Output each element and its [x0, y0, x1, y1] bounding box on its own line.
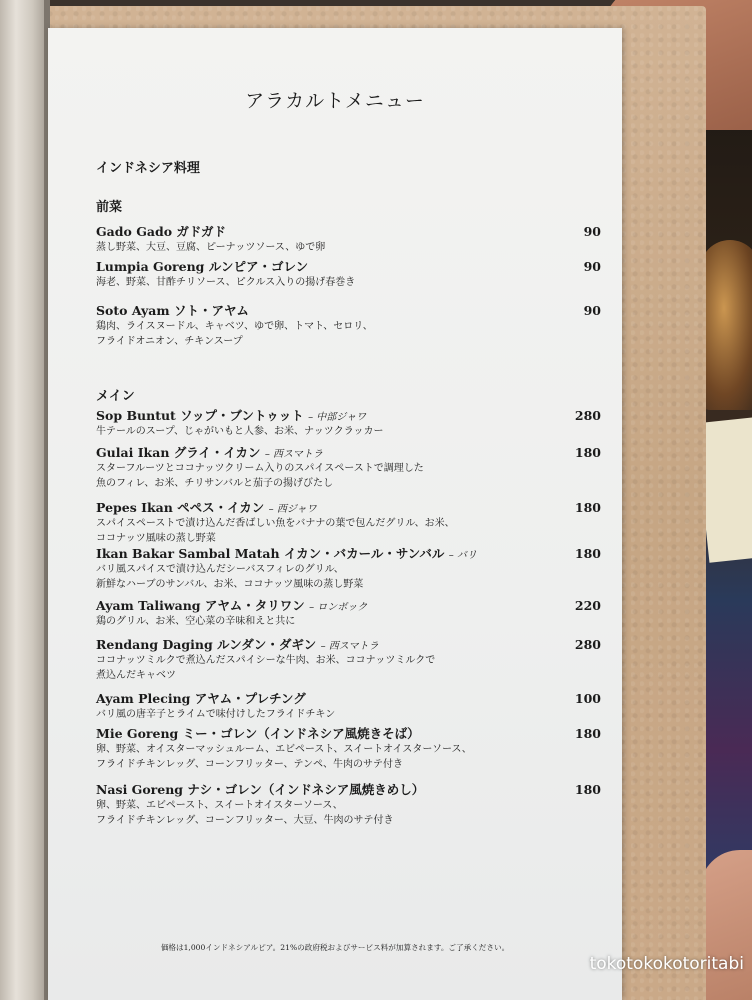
item-price: 90	[583, 303, 601, 318]
menu-item	[96, 498, 601, 546]
item-price: 90	[583, 259, 601, 274]
item-name: Ayam Taliwang アヤム・タリワン	[96, 598, 305, 613]
menu-item	[96, 544, 601, 592]
item-region: – 西スマトラ	[320, 641, 379, 652]
item-region: – 西ジャワ	[268, 504, 317, 515]
section-heading-mains: メイン	[96, 389, 135, 404]
menu-item	[96, 635, 601, 683]
item-description: 海老、野菜、甘酢チリソース、ピクルス入りの揚げ春巻き	[96, 277, 356, 288]
menu-item	[96, 780, 601, 828]
item-name: Gado Gado ガドガド	[96, 224, 227, 239]
item-description: スターフルーツとココナッツクリーム入りのスパイスペーストで調理した 魚のフィレ、お米、チリサンバルと茄子の揚げびたし	[96, 463, 424, 489]
item-name: Ayam Plecing アヤム・プレチング	[96, 691, 306, 706]
item-price: 100	[574, 691, 601, 706]
item-price: 180	[574, 782, 601, 797]
menu-item	[96, 257, 601, 291]
item-name: Gulai Ikan グライ・イカン	[96, 445, 261, 460]
item-description: スパイスペーストで漬け込んだ香ばしい魚をバナナの葉で包んだグリル、お米、 ココナッツ風味の蒸し野菜	[96, 518, 455, 544]
item-description: ココナッツミルクで煮込んだスパイシーな牛肉、お米、ココナッツミルクで 煮込んだキャベツ	[96, 655, 436, 681]
item-name: Ikan Bakar Sambal Matah イカン・バカール・サンバル	[96, 546, 445, 561]
menu-page	[48, 28, 622, 1000]
item-price: 180	[574, 546, 601, 561]
item-name: Pepes Ikan ペペス・イカン	[96, 500, 265, 515]
item-price: 180	[574, 445, 601, 460]
item-region: – バリ	[448, 550, 477, 561]
menu-footer-note: 価格は1,000インドネシアルピア。21%の政府税およびサービス料が加算されます。ご了承ください。	[160, 943, 510, 952]
item-price: 280	[574, 408, 601, 423]
item-price: 220	[574, 598, 601, 613]
item-description: 鶏肉、ライスヌードル、キャベツ、ゆで卵、トマト、セロリ、 フライドオニオン、チキンスープ	[96, 321, 373, 347]
item-region: – 中部ジャワ	[308, 412, 367, 423]
item-description: 蒸し野菜、大豆、豆腐、ピーナッツソース、ゆで卵	[96, 242, 326, 253]
item-description: バリ風の唐辛子とライムで味付けしたフライドチキン	[96, 709, 336, 720]
menu-item	[96, 689, 601, 723]
item-description: バリ風スパイスで漬け込んだシーバスフィレのグリル、 新鮮なハーブのサンバル、お米、ココナッツ風味の蒸し野菜	[96, 564, 364, 590]
item-price: 280	[574, 637, 601, 652]
hand-bottom	[700, 850, 752, 1000]
item-name: Sop Buntut ソップ・ブントゥット	[96, 408, 304, 423]
item-description: 卵、野菜、エビペースト、スイートオイスターソース、 フライドチキンレッグ、コーンフリッター、大豆、牛肉のサテ付き	[96, 800, 394, 826]
menu-spine	[0, 0, 46, 1000]
item-name: Soto Ayam ソト・アヤム	[96, 303, 249, 318]
watermark: tokotokokotoritabi	[589, 954, 744, 974]
menu-item	[96, 301, 601, 349]
drink-glass	[700, 240, 752, 410]
item-region: – ロンボック	[309, 602, 368, 613]
menu-item	[96, 724, 601, 772]
item-description: 鶏のグリル、お米、空心菜の辛味和えと共に	[96, 616, 296, 627]
cuisine-heading: インドネシア料理	[96, 161, 200, 176]
item-region: – 西スマトラ	[264, 449, 323, 460]
menu-item	[96, 596, 601, 630]
menu-item	[96, 222, 601, 256]
item-name: Lumpia Goreng ルンピア・ゴレン	[96, 259, 309, 274]
item-price: 180	[574, 500, 601, 515]
menu-item	[96, 443, 601, 491]
item-description: 卵、野菜、オイスターマッシュルーム、エビペースト、スイートオイスターソース、 フライドチキンレッグ、コーンフリッター、テンペ、牛肉のサテ付き	[96, 744, 472, 770]
item-name: Rendang Daging ルンダン・ダギン	[96, 637, 317, 652]
menu-title: アラカルトメニュー	[245, 90, 425, 112]
menu-item	[96, 406, 601, 440]
item-price: 180	[574, 726, 601, 741]
item-name: Nasi Goreng ナシ・ゴレン（インドネシア風焼きめし）	[96, 782, 425, 797]
item-name: Mie Goreng ミー・ゴレン（インドネシア風焼きそば）	[96, 726, 420, 741]
section-heading-appetizers: 前菜	[96, 200, 123, 215]
item-price: 90	[583, 224, 601, 239]
item-description: 牛テールのスープ、じゃがいもと人参、お米、ナッツクラッカー	[96, 426, 384, 437]
